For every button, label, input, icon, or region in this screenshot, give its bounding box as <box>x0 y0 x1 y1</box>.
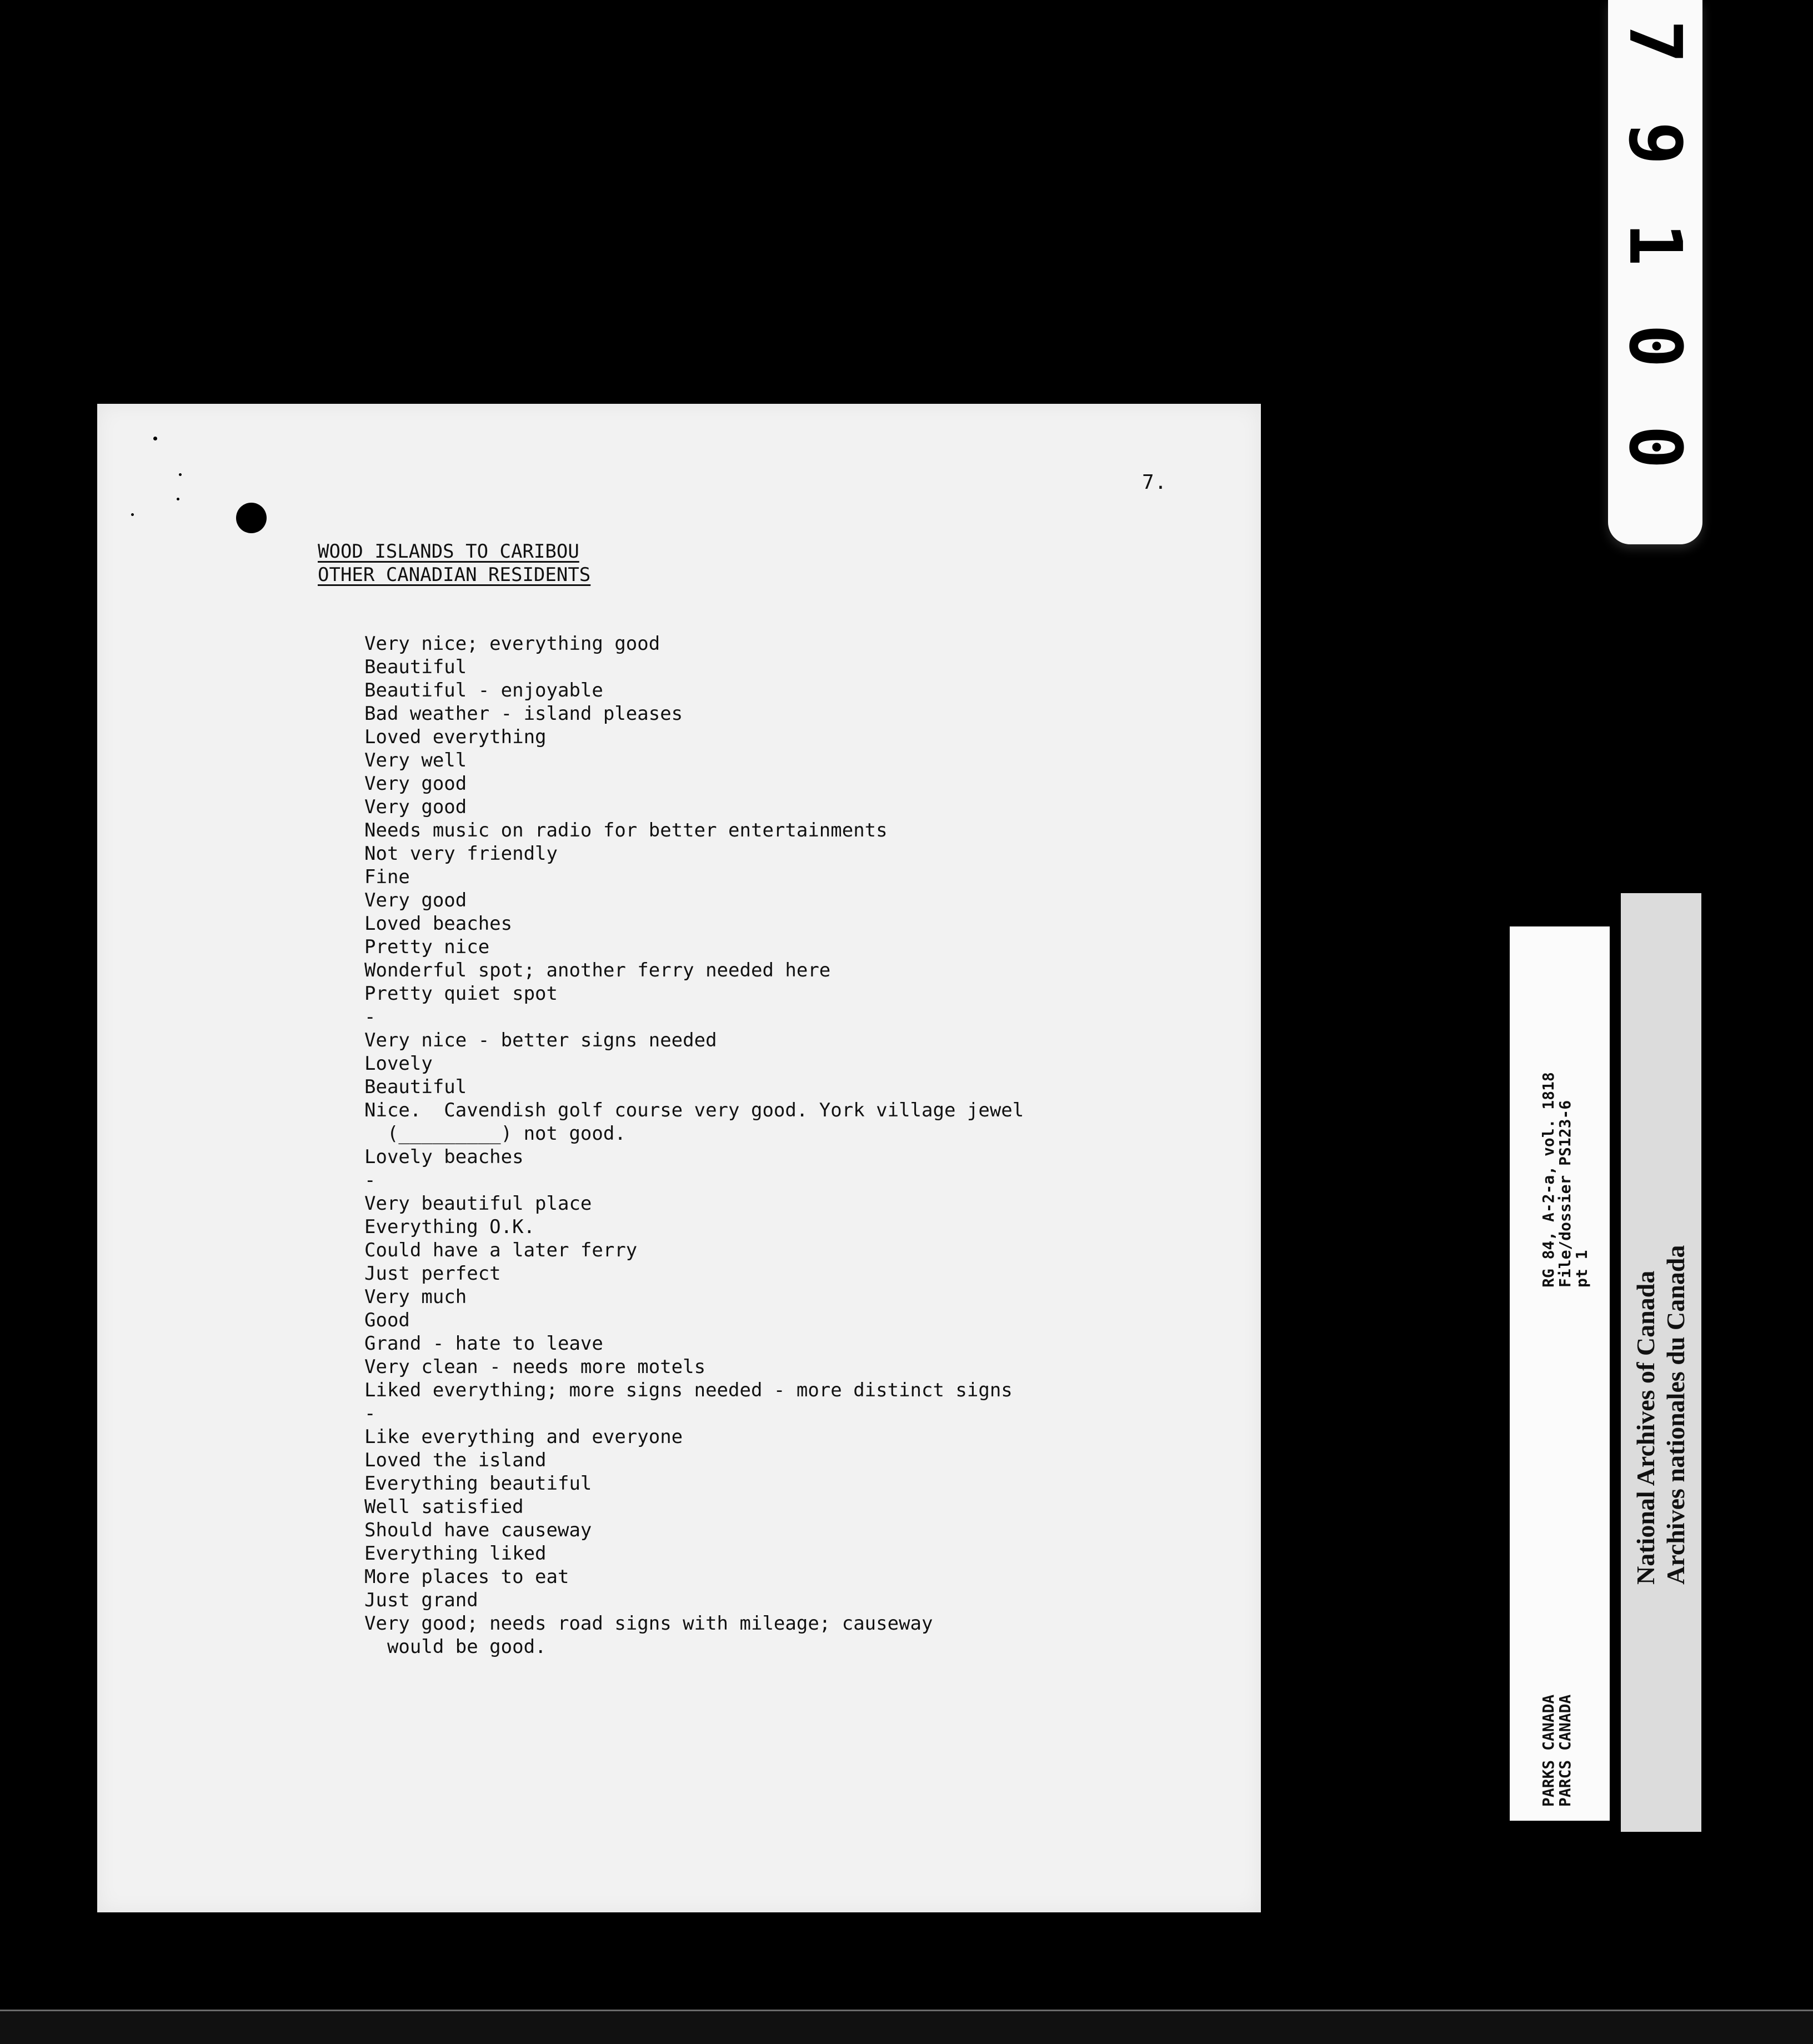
frame-number <box>1613 6 1697 483</box>
agency-line: PARCS CANADA <box>1556 1694 1574 1807</box>
comment-line: Very good; needs road signs with mileage; causeway <box>364 1612 933 1635</box>
comment-line: Bad weather - island pleases <box>364 703 683 725</box>
comment-line: Beautiful - enjoyable <box>364 679 603 702</box>
reference-line: pt 1 <box>1572 1250 1591 1287</box>
comment-line: Could have a later ferry <box>364 1239 638 1261</box>
comment-line: Just perfect <box>364 1263 501 1285</box>
reference-line: RG 84, A-2-a, vol. 1818 <box>1539 1072 1557 1287</box>
comment-line: - <box>364 1402 376 1425</box>
comment-list <box>364 632 1024 1659</box>
frame-number-strip <box>1608 0 1702 544</box>
page-number: 7. <box>1142 471 1168 494</box>
frame-digit: 1 <box>1613 222 1697 267</box>
comment-line: Very nice - better signs needed <box>364 1029 717 1051</box>
comment-line: Grand - hate to leave <box>364 1332 603 1355</box>
comment-line: Wonderful spot; another ferry needed here <box>364 959 831 981</box>
film-edge-band <box>0 2011 1813 2044</box>
institution-line: Archives nationales du Canada <box>1661 1245 1690 1585</box>
comment-line: Everything O.K. <box>364 1216 535 1238</box>
comment-line: Lovely <box>364 1053 433 1075</box>
archive-reference <box>1540 1072 1590 1287</box>
comment-line: Needs music on radio for better entertainments <box>364 819 888 841</box>
comment-line: Lovely beaches <box>364 1146 524 1168</box>
reference-line: File/dossier PS123-6 <box>1556 1100 1574 1287</box>
comment-line: Should have causeway <box>364 1519 592 1541</box>
archive-reference-label <box>1510 926 1610 1821</box>
comment-line: Nice. Cavendish golf course very good. York village jewel <box>364 1099 1024 1121</box>
comment-line: - <box>364 1006 376 1028</box>
frame-digit: 9 <box>1613 121 1697 165</box>
comment-line: Not very friendly <box>364 843 558 865</box>
institution-name <box>1631 1245 1691 1585</box>
paper-speck <box>177 498 179 500</box>
comment-line: More places to eat <box>364 1566 569 1588</box>
comment-line: Just grand <box>364 1589 478 1611</box>
agency-name <box>1540 1695 1574 1807</box>
comment-line: Everything beautiful <box>364 1472 592 1495</box>
comment-line: Pretty quiet spot <box>364 983 558 1005</box>
frame-digit: 0 <box>1613 425 1697 469</box>
heading-group: OTHER CANADIAN RESIDENTS <box>318 564 591 586</box>
institution-line: National Archives of Canada <box>1631 1270 1660 1585</box>
comment-line: Very nice; everything good <box>364 633 660 655</box>
comment-line: Very good <box>364 889 467 911</box>
comment-line: Loved everything <box>364 726 547 748</box>
comment-line: Loved beaches <box>364 913 513 935</box>
punch-hole <box>236 503 267 533</box>
comment-line: Fine <box>364 866 410 888</box>
frame-digit: 0 <box>1613 324 1697 368</box>
paper-speck <box>179 473 182 476</box>
comment-line: Well satisfied <box>364 1496 524 1518</box>
heading-route: WOOD ISLANDS TO CARIBOU <box>318 540 579 563</box>
comment-line: Everything liked <box>364 1542 547 1565</box>
comment-line: Liked everything; more signs needed - more distinct signs <box>364 1379 1013 1401</box>
comment-line: Beautiful <box>364 1076 467 1098</box>
document-heading <box>318 540 590 587</box>
comment-line: Very clean - needs more motels <box>364 1356 706 1378</box>
archives-institution-label <box>1621 893 1701 1832</box>
comment-line: Very good <box>364 796 467 818</box>
paper-speck <box>153 437 157 440</box>
comment-line: Very well <box>364 749 467 771</box>
paper-speck <box>131 513 134 516</box>
comment-line: Very beautiful place <box>364 1193 592 1215</box>
comment-line: Very good <box>364 773 467 795</box>
comment-line: Like everything and everyone <box>364 1426 683 1448</box>
comment-line: Loved the island <box>364 1449 547 1471</box>
comment-line: would be good. <box>364 1636 547 1658</box>
comment-line: - <box>364 1169 376 1191</box>
comment-line: Good <box>364 1309 410 1331</box>
agency-line: PARKS CANADA <box>1539 1694 1557 1807</box>
comment-line: Very much <box>364 1286 467 1308</box>
comment-line: Beautiful <box>364 656 467 678</box>
frame-digit: 7 <box>1613 19 1697 64</box>
comment-line: (_________) not good. <box>364 1123 626 1145</box>
comment-line: Pretty nice <box>364 936 490 958</box>
